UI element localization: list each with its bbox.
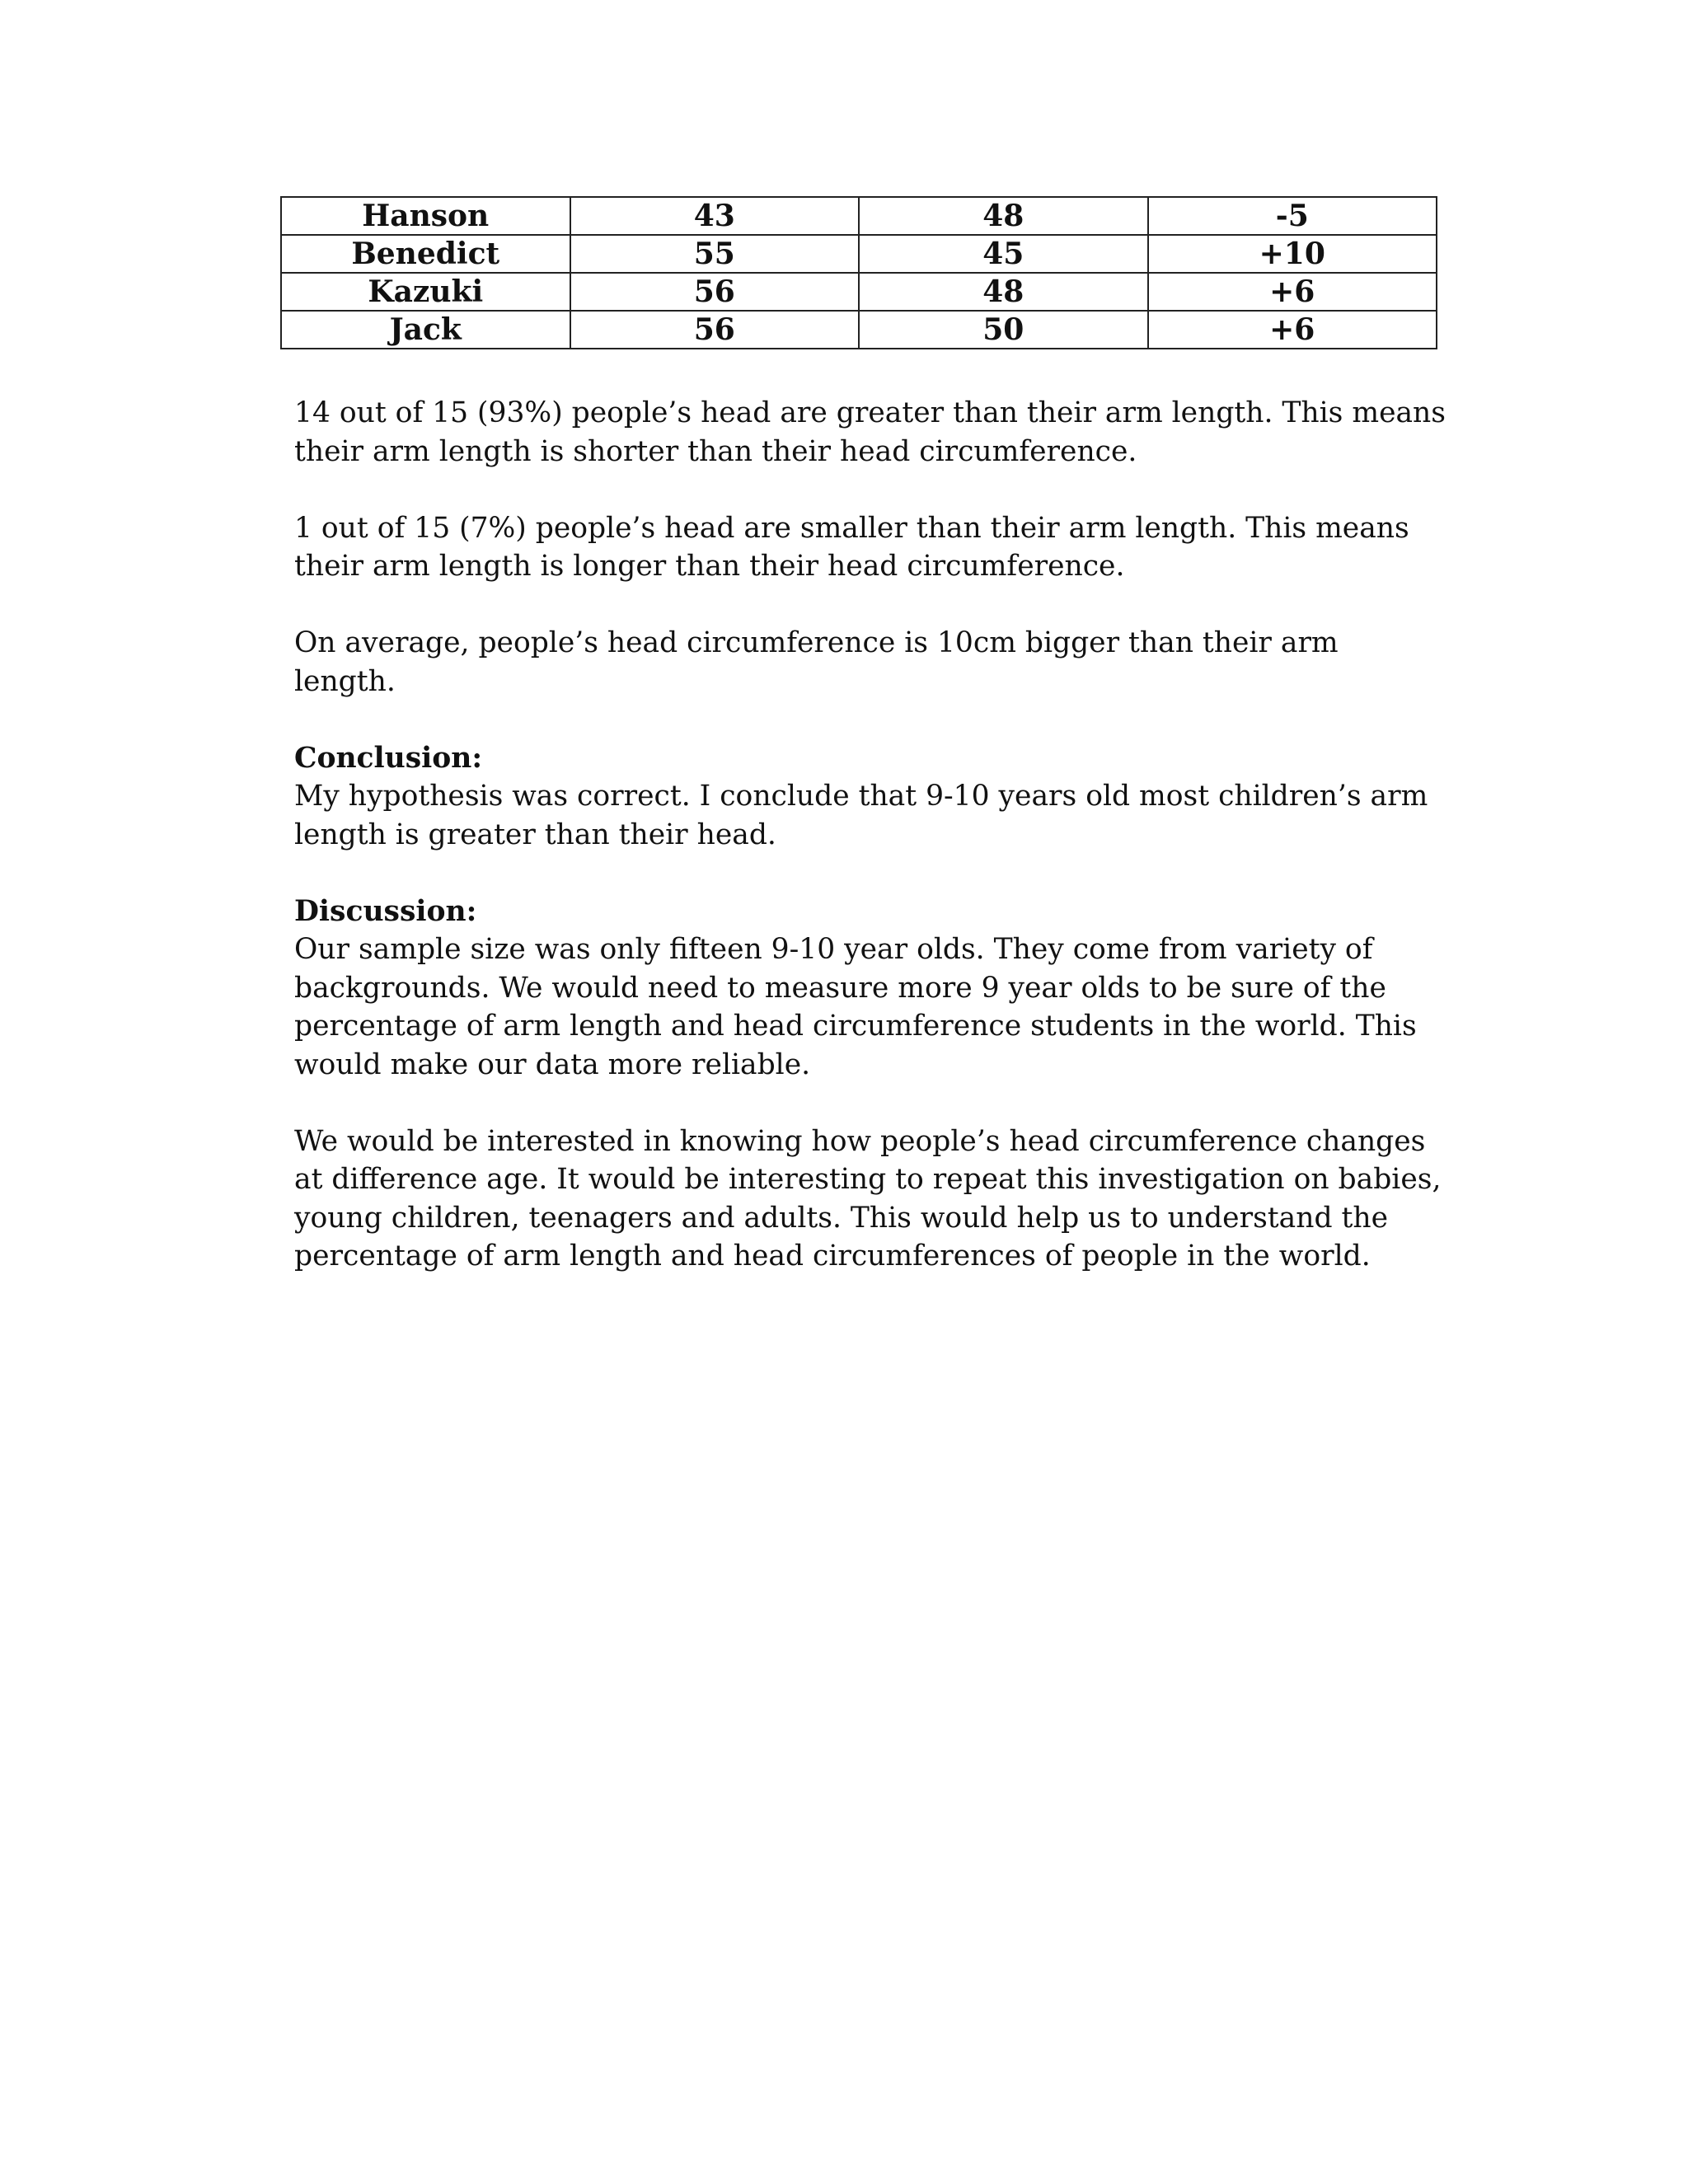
value-cell: 43 <box>570 197 860 235</box>
name-cell: Kazuki <box>281 273 570 311</box>
report-body <box>294 394 1448 1314</box>
name-cell: Hanson <box>281 197 570 235</box>
discussion-followup-paragraph: We would be interested in knowing how people’s head circumference changes at difference age. It would be interesting to repeat this investigation on babies, young children, teenagers and adults. This would help us to understand the percentage of arm length and head circumferences of people in the world. <box>294 1124 1442 1272</box>
conclusion-heading: Conclusion: <box>294 741 483 775</box>
name-cell: Jack <box>281 311 570 349</box>
discussion-heading: Discussion: <box>294 894 477 928</box>
value-cell: 50 <box>859 311 1148 349</box>
difference-cell: +6 <box>1148 311 1437 349</box>
value-cell: 56 <box>570 311 860 349</box>
result-paragraph-greater: 14 out of 15 (93%) people’s head are greater than their arm length. This means their arm length is shorter than their head circumference. <box>294 396 1446 468</box>
conclusion-text: My hypothesis was correct. I conclude that 9-10 years old most children’s arm length is greater than their head. <box>294 780 1428 851</box>
table-row <box>281 311 1437 349</box>
value-cell: 55 <box>570 235 860 273</box>
table-row <box>281 273 1437 311</box>
value-cell: 48 <box>859 273 1148 311</box>
difference-cell: +6 <box>1148 273 1437 311</box>
value-cell: 45 <box>859 235 1148 273</box>
value-cell: 48 <box>859 197 1148 235</box>
discussion-text: Our sample size was only fifteen 9-10 year olds. They come from variety of backgrounds. We would need to measure more 9 year olds to be sure of the percentage of arm length and head circumference students in the world. This would make our data more reliable. <box>294 933 1417 1081</box>
difference-cell: -5 <box>1148 197 1437 235</box>
measurement-table <box>280 196 1437 349</box>
result-paragraph-average: On average, people’s head circumference is 10cm bigger than their arm length. <box>294 626 1339 698</box>
result-paragraph-smaller: 1 out of 15 (7%) people’s head are smaller than their arm length. This means their arm length is longer than their head circumference. <box>294 511 1409 583</box>
table-row <box>281 197 1437 235</box>
discussion-section <box>294 893 1448 1085</box>
difference-cell: +10 <box>1148 235 1437 273</box>
table-row <box>281 235 1437 273</box>
conclusion-section <box>294 739 1448 855</box>
value-cell: 56 <box>570 273 860 311</box>
name-cell: Benedict <box>281 235 570 273</box>
